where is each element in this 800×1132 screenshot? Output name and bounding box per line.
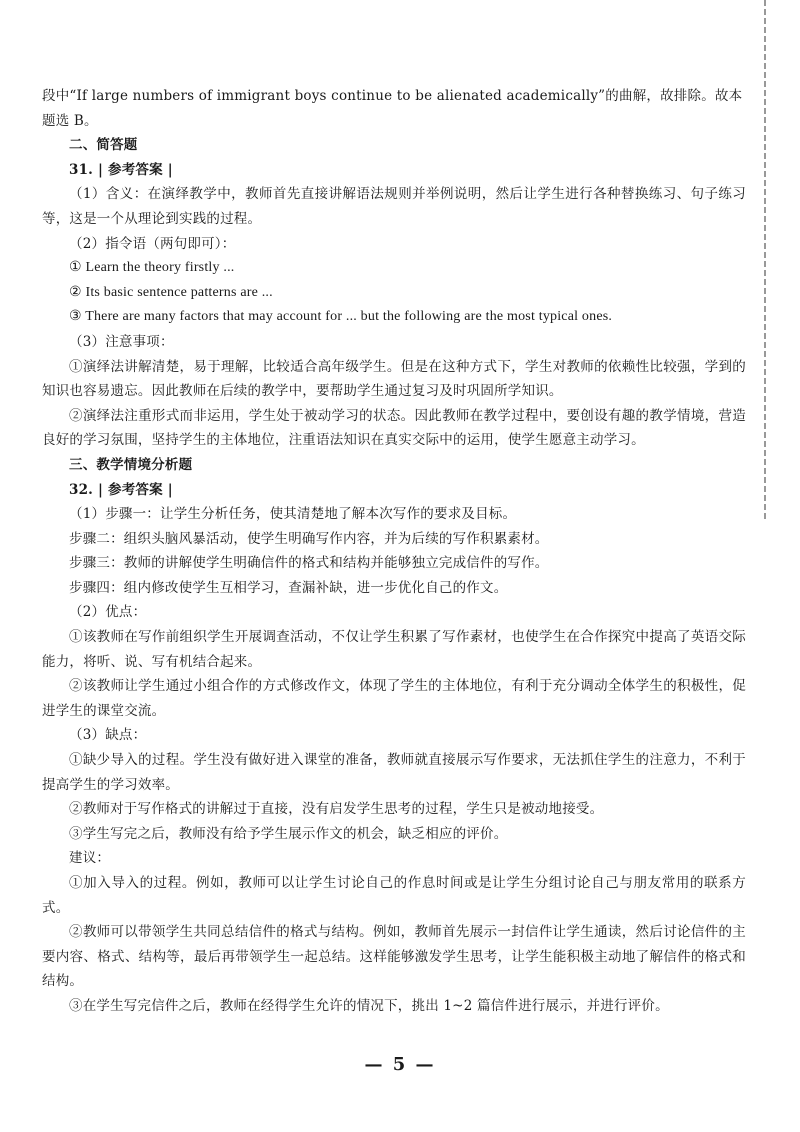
question-32-label: 32. | 参考答案 | <box>69 481 173 498</box>
q32-step-3: 步骤三：教师的讲解使学生明确信件的格式和结构并能够独立完成信件的写作。 <box>69 555 549 572</box>
scan-edge-mark <box>764 0 766 520</box>
q32-advantage-2: ②该教师让学生通过小组合作的方式修改作文，体现了学生的主体地位，有利于充分调动全体学生的积极性，促进学生的课堂交流。 <box>42 678 746 719</box>
page-number: — 5 — <box>364 1054 436 1075</box>
q32-step-2: 步骤二：组织头脑风暴活动，使学生明确写作内容，并为后续的写作积累素材。 <box>69 530 549 547</box>
q32-disadvantage-3: ③学生写完之后，教师没有给予学生展示作文的机会，缺乏相应的评价。 <box>69 825 508 842</box>
q31-notes-title: （3）注意事项： <box>69 333 174 350</box>
q32-advantage-1: ①该教师在写作前组织学生开展调查活动，不仅让学生积累了写作素材，也使学生在合作探究中提高了英语交际能力，将听、说、写有机结合起来。 <box>42 629 746 670</box>
q32-suggestion-3: ③在学生写完信件之后，教师在经得学生允许的情况下，挑出 1~2 篇信件进行展示，并进行评价。 <box>69 997 669 1014</box>
q32-step-1: （1）步骤一：让学生分析任务，使其清楚地了解本次写作的要求及目标。 <box>69 506 517 523</box>
q31-note-2: ②演绎法注重形式而非运用，学生处于被动学习的状态。因此教师在教学过程中，要创设有趣的教学情境，营造良好的学习氛围，坚持学生的主体地位，注重语法知识在真实交际中的运用，使学生愿意主动学习。 <box>42 407 746 449</box>
q32-disadvantage-2: ②教师对于写作格式的讲解过于直接，没有启发学生思考的过程，学生只是被动地接受。 <box>69 801 604 818</box>
q31-instructions-title: （2）指令语（两句即可）： <box>69 235 236 252</box>
question-31-label: 31. | 参考答案 | <box>69 161 173 178</box>
q31-meaning: （1）含义：在演绎教学中，教师首先直接讲解语法规则并举例说明，然后让学生进行各种替换练习、句子练习等，这是一个从理论到实践的过程。 <box>42 186 746 227</box>
q31-sentence-2: ② Its basic sentence patterns are ... <box>69 284 273 300</box>
q32-step-4: 步骤四：组内修改使学生互相学习，查漏补缺，进一步优化自己的作文。 <box>69 579 508 596</box>
intro-line: 段中“If large numbers of immigrant boys continue to be alienated academically”的曲解，故排除。故本题选 B。 <box>42 88 743 129</box>
q31-sentence-3: ③ There are many factors that may account for ... but the following are the most typical ones. <box>69 309 613 325</box>
q32-suggestions-title: 建议： <box>69 850 111 867</box>
section-3-title: 三、教学情境分析题 <box>69 456 193 473</box>
q32-disadvantage-1: ①缺少导入的过程。学生没有做好进入课堂的准备，教师就直接展示写作要求，无法抓住学生的注意力，不利于提高学生的学习效率。 <box>42 752 746 793</box>
q32-suggestion-2: ②教师可以带领学生共同总结信件的格式与结构。例如，教师首先展示一封信件让学生通读，然后讨论信件的主要内容、格式、结构等，最后再带领学生一起总结。这样能够激发学生思考，让学生能积极主动地了解信件的格式和结构。 <box>42 924 746 990</box>
q31-note-1: ①演绎法讲解清楚，易于理解，比较适合高年级学生。但是在这种方式下，学生对教师的依赖性比较强，学到的知识也容易遗忘。因此教师在后续的教学中，要帮助学生通过复习及时巩固所学知识。 <box>42 358 746 400</box>
page-body <box>42 84 746 1019</box>
q32-suggestion-1: ①加入导入的过程。例如，教师可以让学生讨论自己的作息时间或是让学生分组讨论自己与朋友常用的联系方式。 <box>42 875 746 916</box>
q32-disadvantages-title: （3）缺点： <box>69 727 147 744</box>
q31-sentence-1: ① Learn the theory firstly ... <box>69 260 235 276</box>
q32-advantages-title: （2）优点： <box>69 604 147 621</box>
section-2-title: 二、简答题 <box>69 137 138 154</box>
